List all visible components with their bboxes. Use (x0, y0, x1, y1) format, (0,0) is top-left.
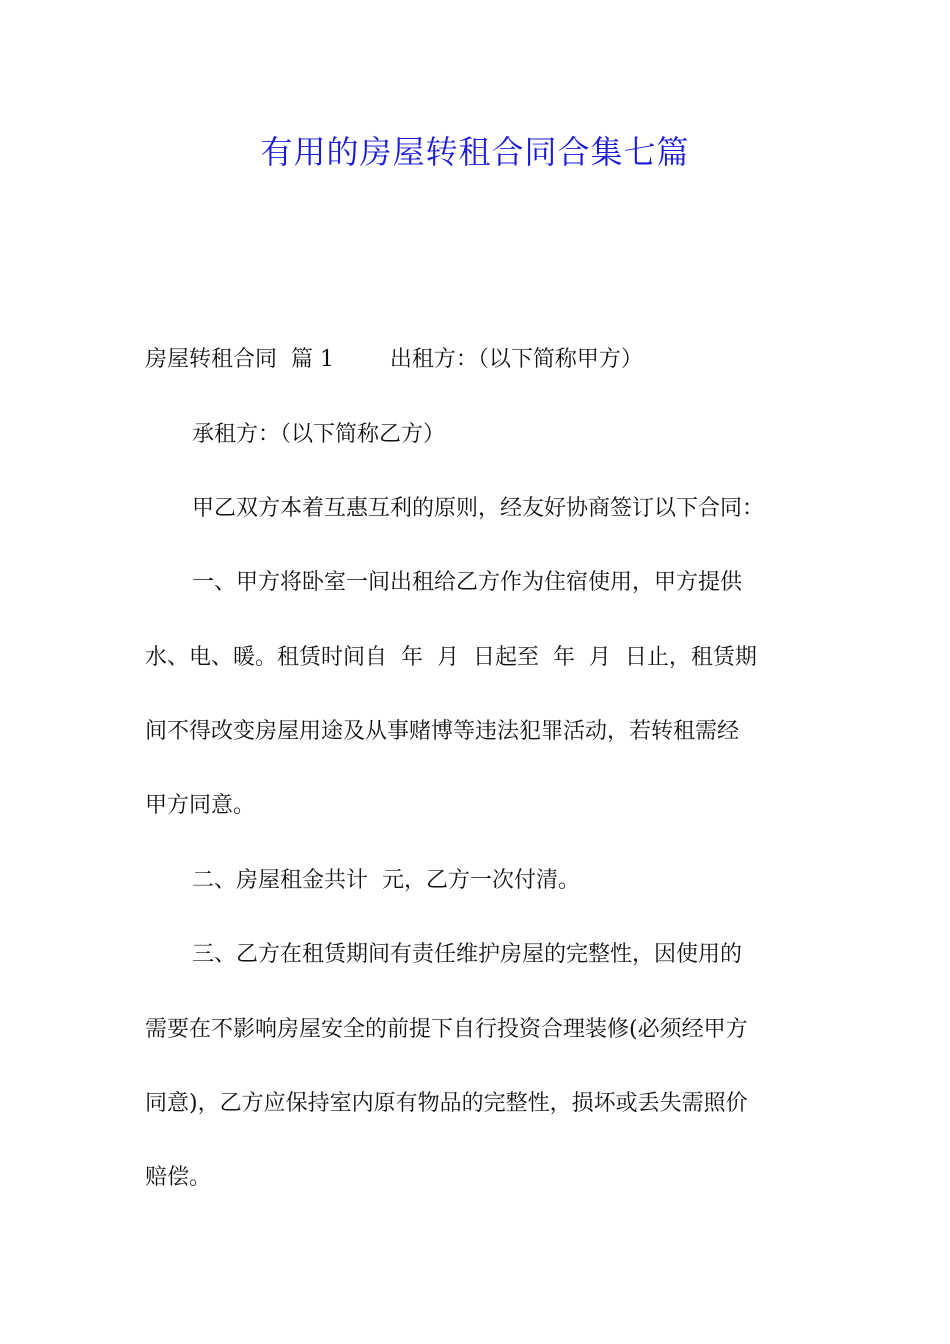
paragraph-line: 甲乙双方本着互惠互利的原则，经友好协商签订以下合同： (192, 496, 765, 521)
document-title: 有用的房屋转租合同合集七篇 (260, 133, 690, 171)
paragraph-line: 水、电、暖。租赁时间自 年 月 日起至 年 月 日止，租赁期 (145, 645, 757, 670)
paragraph-line: 一、甲方将卧室一间出租给乙方作为住宿使用，甲方提供 (192, 570, 743, 595)
paragraph-line: 承租方：（以下简称乙方） (192, 422, 446, 447)
paragraph-line: 甲方同意。 (145, 793, 256, 818)
paragraph-line: 房屋转租合同 篇 1 出租方：（以下简称甲方） (145, 347, 643, 372)
paragraph-line: 间不得改变房屋用途及从事赌博等违法犯罪活动，若转租需经 (145, 719, 740, 744)
paragraph-line: 赔偿。 (145, 1165, 212, 1190)
paragraph-line: 三、乙方在租赁期间有责任维护房屋的完整性，因使用的 (192, 942, 743, 967)
paragraph-line: 需要在不影响房屋安全的前提下自行投资合理装修(必须经甲方 (145, 1017, 748, 1042)
paragraph-line: 二、房屋租金共计 元，乙方一次付清。 (192, 868, 580, 893)
paragraph-line: 同意)，乙方应保持室内原有物品的完整性，损坏或丢失需照价 (145, 1091, 748, 1116)
